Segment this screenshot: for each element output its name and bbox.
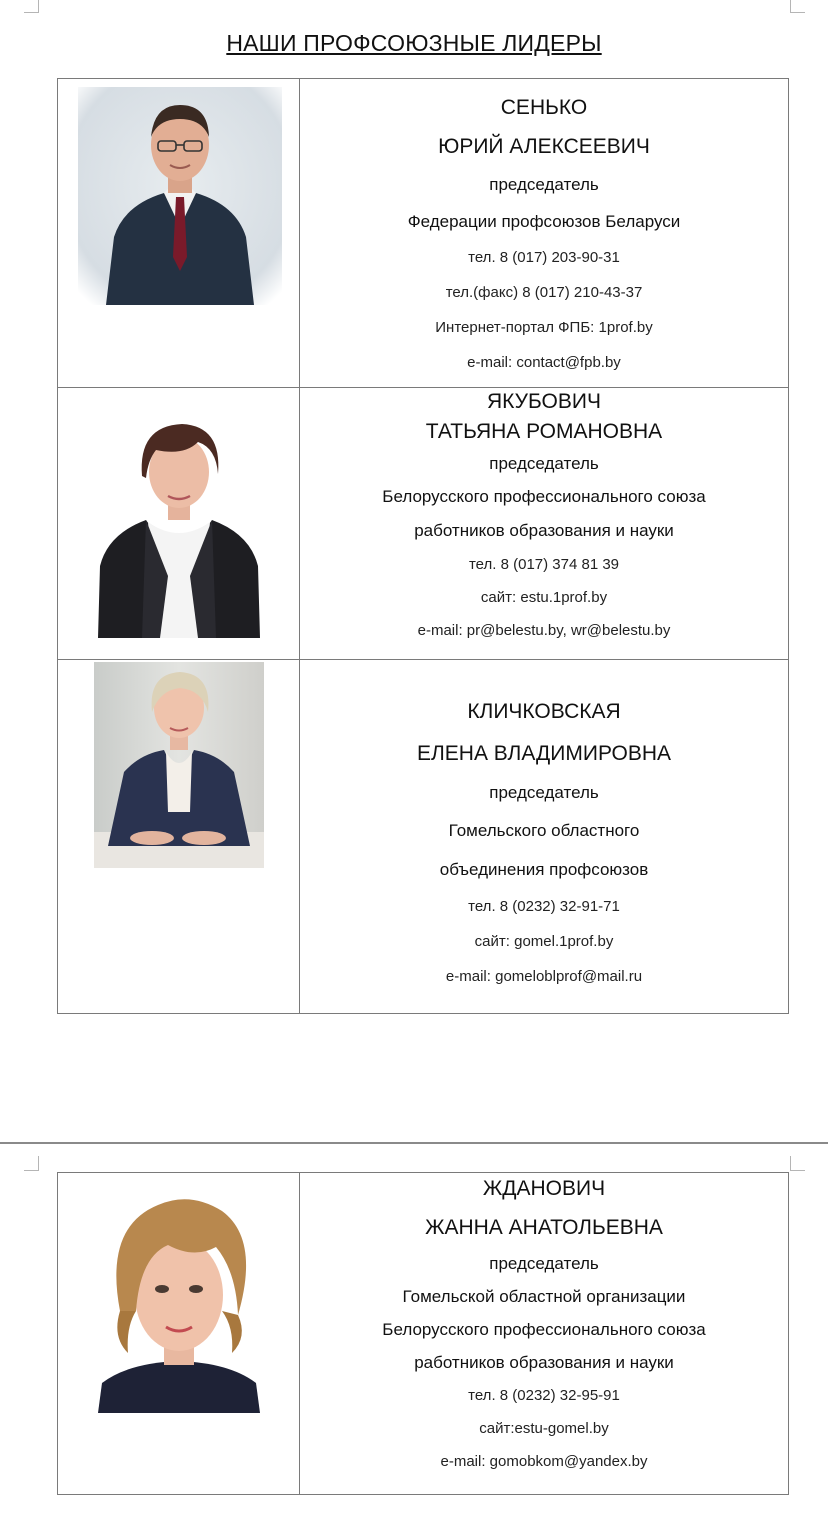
leader-portal-link: Интернет-портал ФПБ: 1prof.by xyxy=(435,318,653,336)
leaders-table xyxy=(57,78,789,1014)
page-title: НАШИ ПРОФСОЮЗНЫЕ ЛИДЕРЫ xyxy=(226,30,602,56)
leader-phone: тел. 8 (017) 203-90-31 xyxy=(468,248,620,266)
leader-organization: объединения профсоюзов xyxy=(439,860,649,879)
leader-organization: работников образования и науки xyxy=(414,1353,674,1372)
leader-first-name: ЕЛЕНА ВЛАДИМИРОВНА xyxy=(416,742,672,765)
leader-email: e-mail: gomobkom@yandex.by xyxy=(440,1453,648,1470)
leaders-table xyxy=(57,1172,789,1495)
page-corner-mark xyxy=(24,0,39,13)
leader-website: сайт:estu-gomel.by xyxy=(479,1420,609,1437)
leader-last-name: ЖДАНОВИЧ xyxy=(482,1177,606,1200)
portrait-photo xyxy=(98,1187,260,1413)
leader-organization: Белорусского профессионального союза xyxy=(382,1320,706,1339)
table-row xyxy=(58,660,789,1014)
leader-last-name: ЯКУБОВИЧ xyxy=(487,390,601,413)
leader-info-cell xyxy=(300,660,789,1014)
leader-first-name: ЮРИЙ АЛЕКСЕЕВИЧ xyxy=(438,134,650,158)
portrait-photo xyxy=(98,416,260,638)
leader-organization: Гомельского областного xyxy=(448,821,640,840)
leader-phone: тел. 8 (017) 374 81 39 xyxy=(468,556,620,573)
leader-website: сайт: gomel.1prof.by xyxy=(474,933,614,950)
photo-cell xyxy=(58,79,300,388)
leader-position: председатель xyxy=(489,454,599,473)
leader-organization: Федерации профсоюзов Беларуси xyxy=(407,211,681,231)
leader-organization: Белорусского профессионального союза xyxy=(382,487,706,506)
leader-last-name: КЛИЧКОВСКАЯ xyxy=(467,700,621,723)
leader-fax: тел.(факс) 8 (017) 210-43-37 xyxy=(445,283,643,301)
leader-position: председатель xyxy=(489,783,599,802)
leader-info-cell xyxy=(300,79,789,388)
portrait-photo xyxy=(94,662,264,868)
leader-last-name: СЕНЬКО xyxy=(500,95,588,119)
leader-position: председатель xyxy=(489,174,599,194)
leader-phone: тел. 8 (0232) 32-91-71 xyxy=(468,898,620,915)
leader-first-name: ЖАННА АНАТОЛЬЕВНА xyxy=(425,1216,663,1239)
leader-email: e-mail: gomeloblprof@mail.ru xyxy=(445,968,643,985)
leader-email: e-mail: contact@fpb.by xyxy=(467,353,621,371)
photo-cell xyxy=(58,660,300,1014)
page-corner-mark xyxy=(790,0,805,13)
table-row xyxy=(58,1173,789,1495)
leader-info-cell xyxy=(300,1173,789,1495)
photo-cell xyxy=(58,1173,300,1495)
leader-position: председатель xyxy=(489,1254,599,1273)
page-corner-mark xyxy=(790,1156,805,1171)
table-row xyxy=(58,388,789,660)
document-page-2 xyxy=(0,1144,828,1536)
portrait-photo xyxy=(78,87,282,305)
leader-phone: тел. 8 (0232) 32-95-91 xyxy=(468,1387,620,1404)
photo-cell xyxy=(58,388,300,660)
leader-organization: Гомельской областной организации xyxy=(402,1287,686,1306)
leader-first-name: ТАТЬЯНА РОМАНОВНА xyxy=(425,420,663,443)
leader-info-cell xyxy=(300,388,789,660)
leader-organization: работников образования и науки xyxy=(414,521,674,540)
page-corner-mark xyxy=(24,1156,39,1171)
leader-website: сайт: estu.1prof.by xyxy=(480,589,608,606)
table-row xyxy=(58,79,789,388)
leader-email: e-mail: pr@belestu.by, wr@belestu.by xyxy=(417,622,671,639)
